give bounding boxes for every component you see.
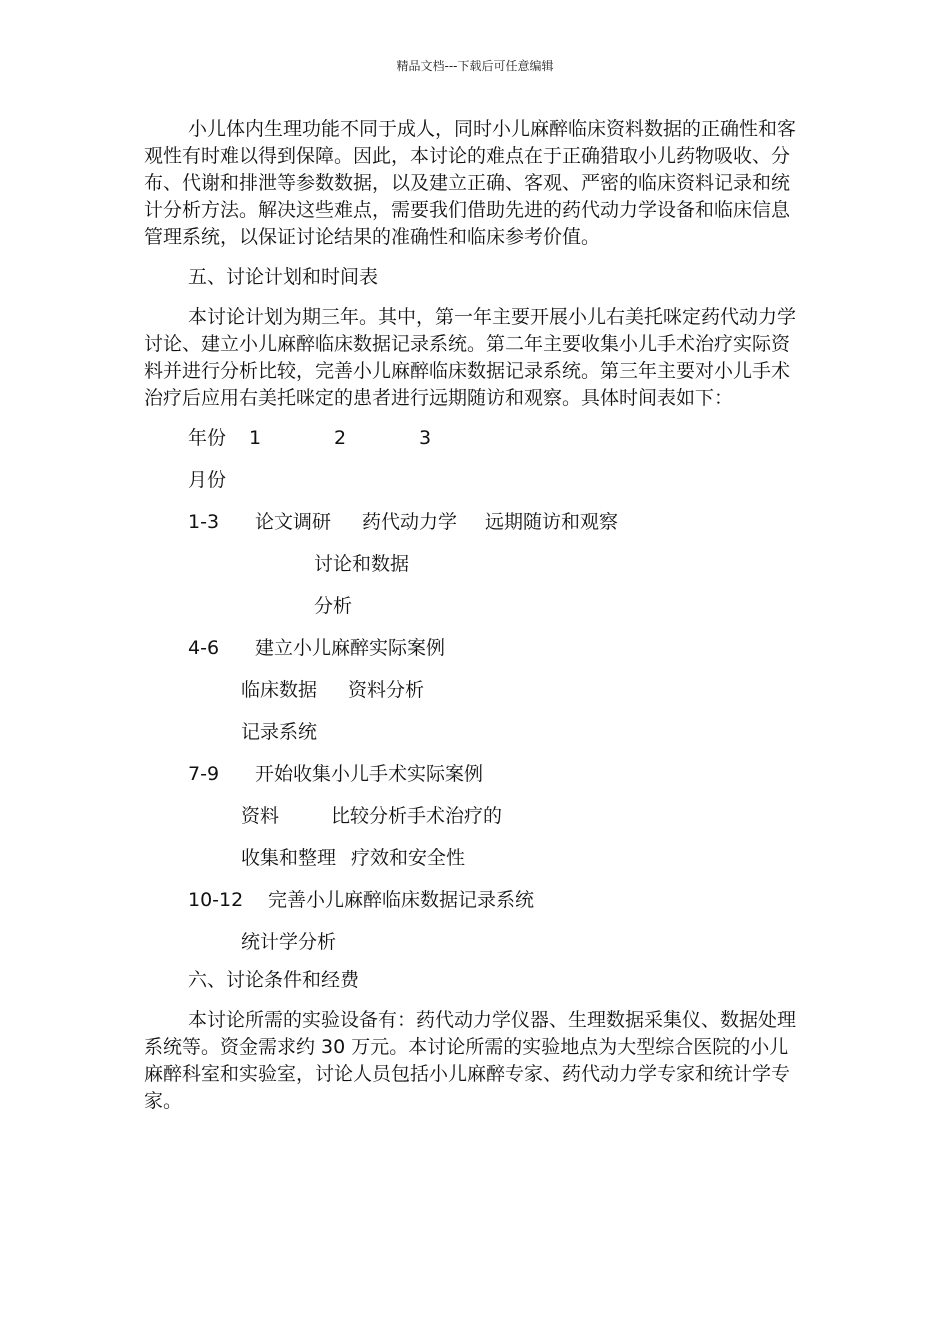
schedule-row [144,509,804,551]
paragraph-plan: 本讨论计划为期三年。其中，第一年主要开展小儿右美托咪定药代动力学讨论、建立小儿麻醉临床数据记录系统。第二年主要收集小儿手术治疗实际资料并进行分析比较，完善小儿麻醉临床数据记录系统。第三年主要对小儿手术治疗后应用右美托咪定的患者进行远期随访和观察。具体时间表如下： [144,306,797,409]
schedule-cell: 资料分析 [348,679,425,701]
paragraph-difficulties: 小儿体内生理功能不同于成人，同时小儿麻醉临床资料数据的正确性和客观性有时难以得到保障。因此，本讨论的难点在于正确猎取小儿药物吸收、分布、代谢和排泄等参数数据，以及建立正确、客观、严密的临床资料记录和统计分析方法。解决这些难点，需要我们借助先进的药代动力学设备和临床信息管理系统，以保证讨论结果的准确性和临床参考价值。 [144,118,797,248]
schedule-cell: 开始收集小儿手术实际案例 [255,763,484,785]
month-range: 7-9 [188,763,220,785]
schedule-cell: 讨论和数据 [314,553,410,575]
month-label: 月份 [188,469,227,491]
schedule-cell: 完善小儿麻醉临床数据记录系统 [268,889,535,911]
year-2: 2 [334,427,347,449]
section-heading-plan: 五、讨论计划和时间表 [188,266,379,288]
schedule-row [144,803,804,845]
schedule-cell: 药代动力学 [362,511,458,533]
year-3: 3 [419,427,432,449]
schedule-row [144,593,804,635]
page-header: 精品文档---下载后可任意编辑 [396,59,554,73]
schedule-cell: 统计学分析 [241,931,337,953]
year-1: 1 [249,427,262,449]
schedule-row [144,635,804,677]
schedule-row [144,677,804,719]
schedule-row-month-label [144,467,804,509]
section-heading-conditions: 六、讨论条件和经费 [188,969,360,991]
schedule-row [144,845,804,887]
schedule-row [144,761,804,803]
month-range: 4-6 [188,637,220,659]
schedule-cell: 分析 [314,595,353,617]
schedule-cell: 疗效和安全性 [351,847,466,869]
schedule-row [144,929,804,971]
schedule-row [144,551,804,593]
schedule-row [144,887,804,929]
month-range: 10-12 [188,889,244,911]
schedule-cell: 远期随访和观察 [485,511,619,533]
schedule-cell: 临床数据 [241,679,318,701]
schedule-row-years [144,425,804,467]
year-label: 年份 [188,427,227,449]
schedule-cell: 建立小儿麻醉实际案例 [255,637,446,659]
schedule-table [144,425,804,971]
schedule-cell: 收集和整理 [241,847,337,869]
schedule-row [144,719,804,761]
document-body [144,116,804,1128]
month-range: 1-3 [188,511,220,533]
schedule-cell: 论文调研 [255,511,332,533]
schedule-cell: 资料 [241,805,280,827]
paragraph-conditions: 本讨论所需的实验设备有：药代动力学仪器、生理数据采集仪、数据处理系统等。资金需求约 30 万元。本讨论所需的实验地点为大型综合医院的小儿麻醉科室和实验室，讨论人员包括小儿麻醉专家、药代动力学专家和统计学专家。 [144,1009,797,1112]
schedule-cell: 记录系统 [241,721,318,743]
schedule-cell: 比较分析手术治疗的 [331,805,503,827]
